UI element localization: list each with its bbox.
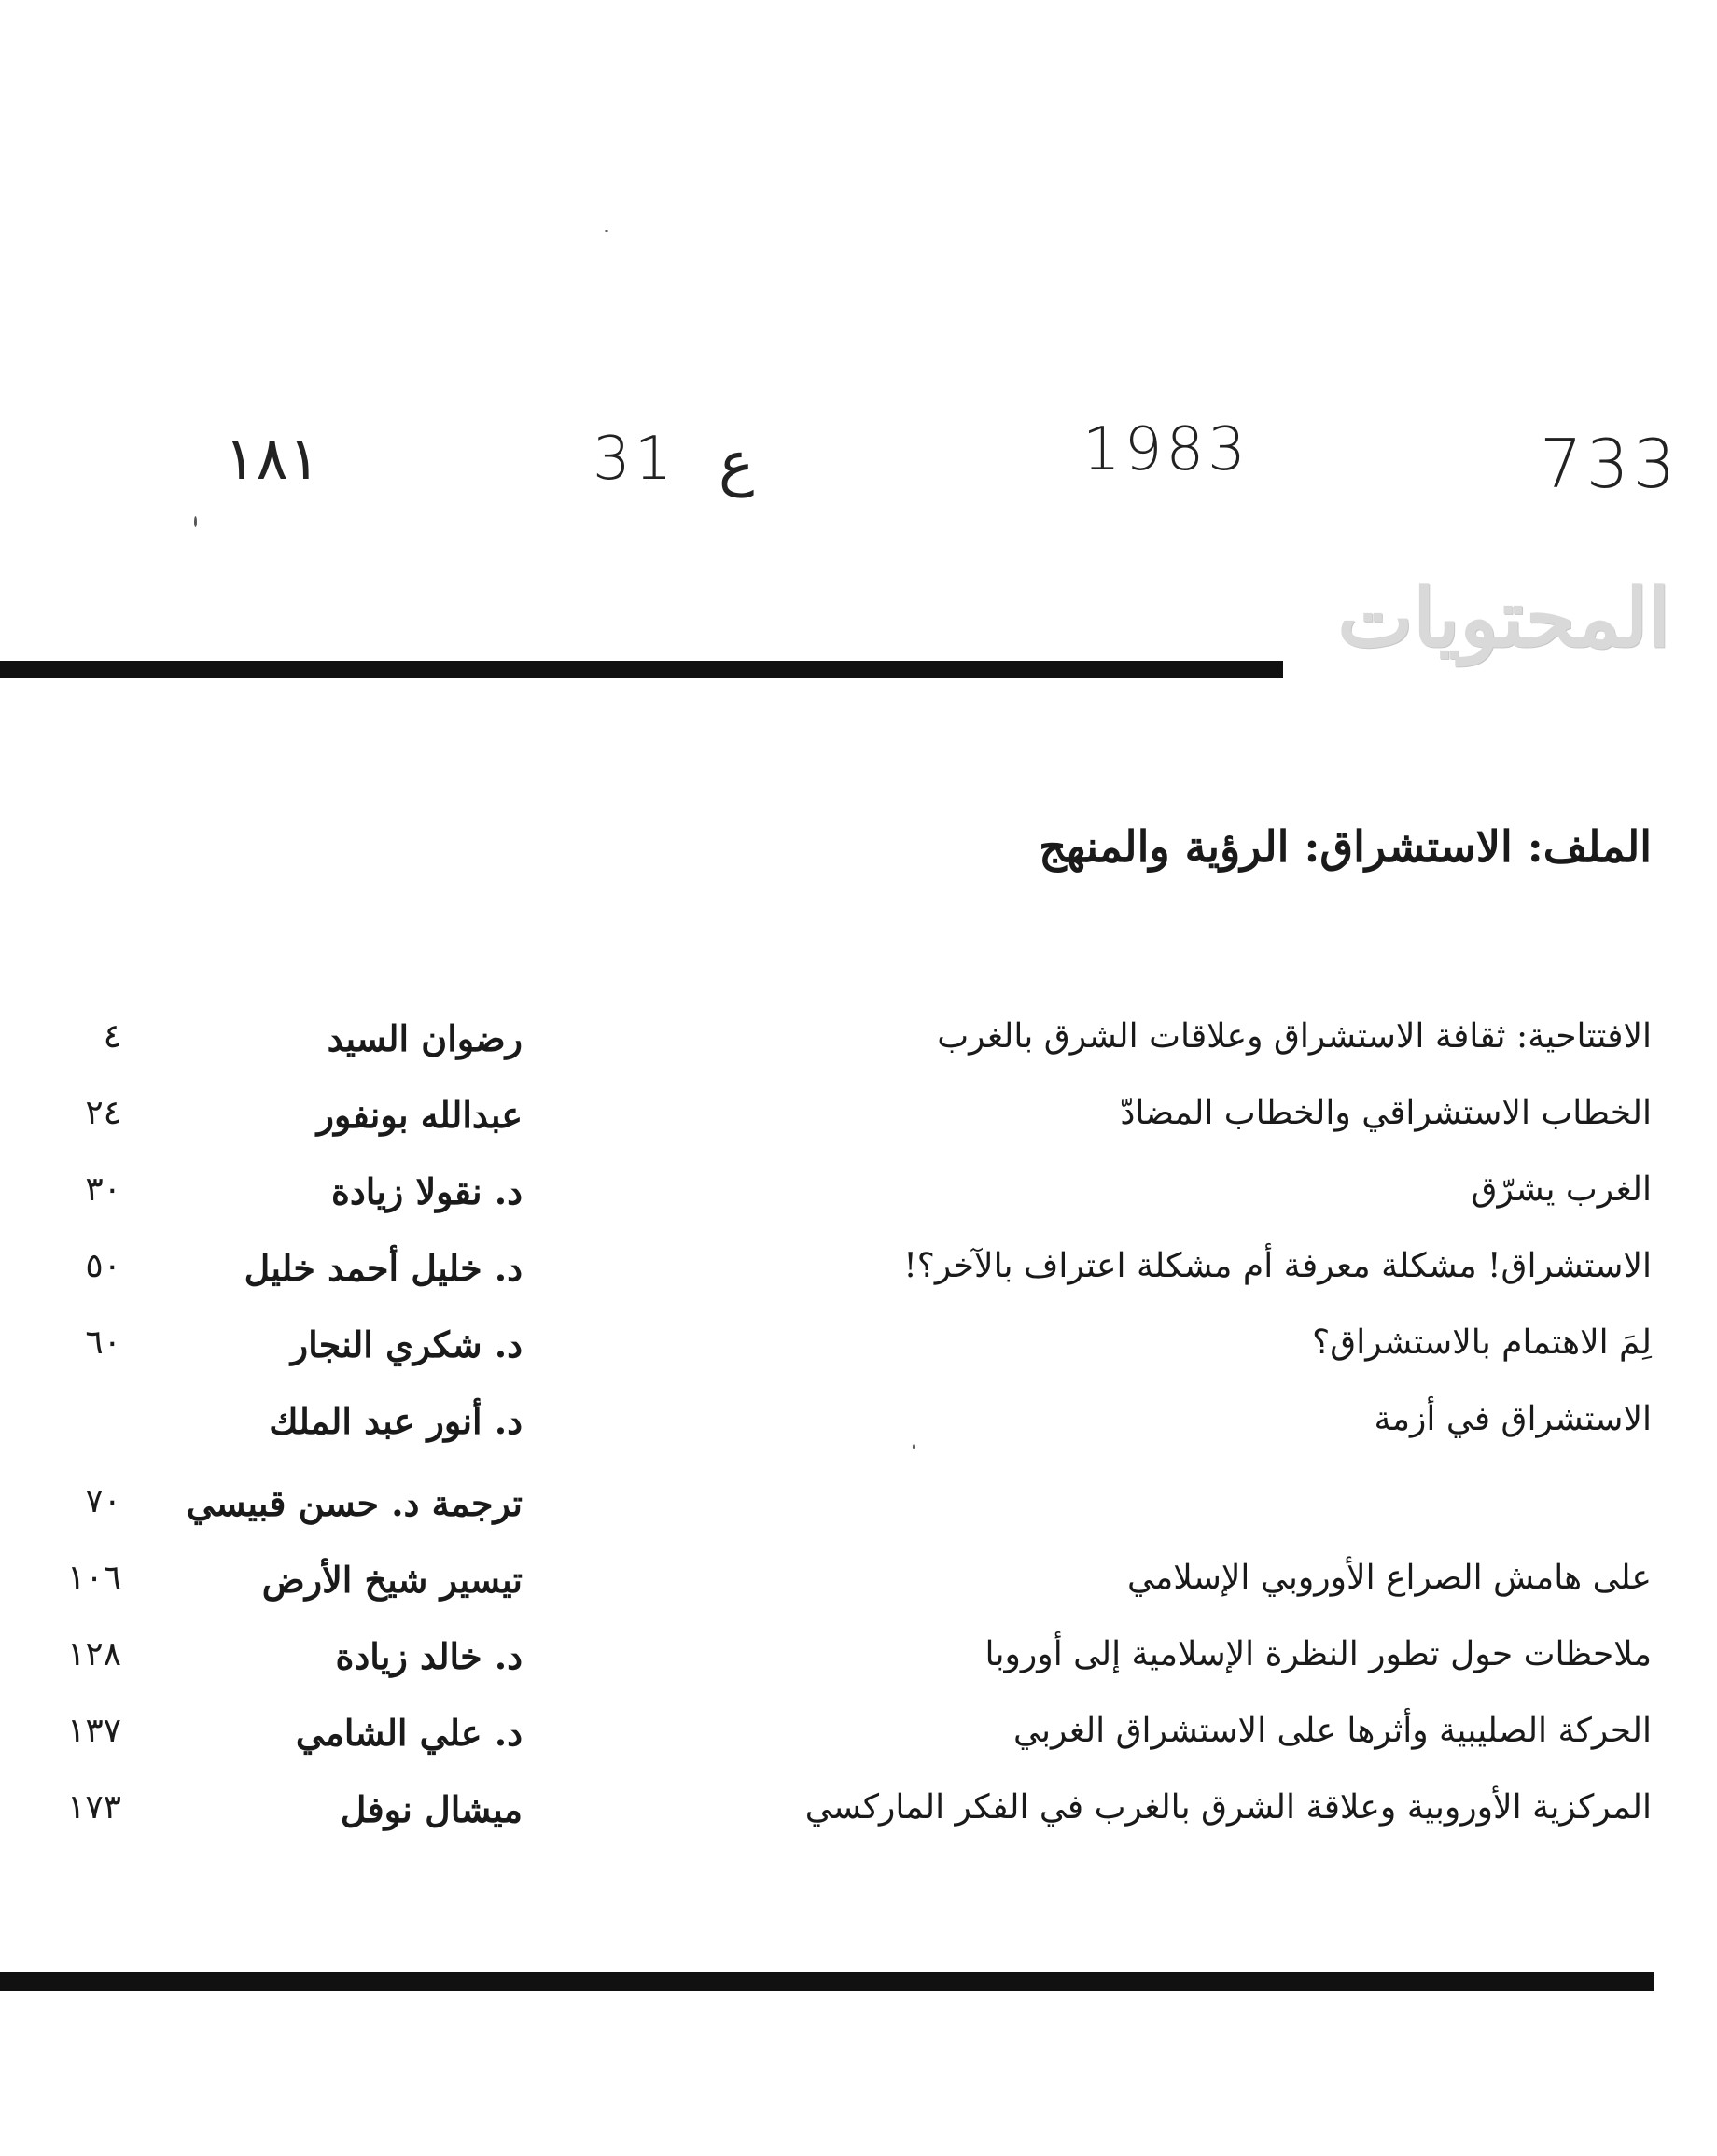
toc-entry [0,1482,1717,1557]
toc-entry-page: ١٢٨ [66,1635,121,1673]
toc-entry [0,1559,1717,1633]
toc-entry-page: ٦٠ [85,1323,121,1362]
toc-entry-title: المركزية الأوروبية وعلاقة الشرق بالغرب في الفكر الماركسي [804,1788,1652,1827]
toc-entry-author: د. شكري النجار [290,1323,523,1365]
top-divider [0,661,1283,678]
toc-entry [0,1788,1717,1863]
toc-entry [0,1017,1717,1092]
toc-entry-author: ترجمة د. حسن قبيسي [186,1482,523,1524]
bottom-divider [0,1972,1654,1991]
toc-entry-author: رضوان السيد [327,1017,523,1059]
toc-entry [0,1323,1717,1398]
handwritten-year: 1983 [1082,415,1249,484]
toc-entry-title: الافتتاحية: ثقافة الاستشراق وعلاقات الشرق بالغرب [937,1017,1652,1056]
toc-entry-title: الاستشراق في أزمة [1374,1400,1652,1438]
toc-entry-page: ٤ [103,1017,121,1056]
toc-entry [0,1635,1717,1710]
toc-entry [0,1094,1717,1169]
handwritten-number-3: ع [719,429,755,498]
toc-entry-author: عبدالله بونفور [316,1094,523,1136]
toc-entry [0,1400,1717,1475]
toc-entry-page: ١٧٣ [66,1788,121,1827]
toc-entry-author: تيسير شيخ الأرض [261,1559,523,1601]
toc-entry-page: ٧٠ [85,1482,121,1520]
toc-entry-author: د. خليل أحمد خليل [244,1247,523,1289]
toc-entry-page: ١٣٧ [66,1712,121,1750]
toc-entry-page: ٣٠ [85,1170,121,1209]
toc-entry-title: ملاحظات حول تطور النظرة الإسلامية إلى أوروبا [984,1635,1652,1673]
toc-entry [0,1247,1717,1322]
toc-entry-author: ميشال نوفل [340,1788,523,1830]
section-heading: الملف: الاستشراق: الرؤية والمنهج [1039,821,1652,872]
toc-entry-title: على هامش الصراع الأوروبي الإسلامي [1126,1559,1652,1597]
scan-speck [194,516,197,527]
handwritten-number-2: 31 [593,425,677,494]
toc-entry [0,1170,1717,1245]
toc-entry-title: لِمَ الاهتمام بالاستشراق؟ [1312,1323,1652,1362]
toc-entry-page: ٥٠ [85,1247,121,1285]
scan-speck [605,230,608,232]
page-title: المحتويات [1337,571,1670,665]
toc-entry-author: د. علي الشامي [295,1712,523,1754]
toc-entry-title: الحركة الصليبية وأثرها على الاستشراق الغربي [1012,1712,1652,1750]
toc-entry-author: د. أنور عبد الملك [269,1400,523,1442]
toc-entry-title: الاستشراق! مشكلة معرفة أم مشكلة اعتراف بالآخر؟! [903,1247,1652,1285]
toc-entry-title: الغرب يشرّق [1471,1170,1652,1209]
toc-entry-page: ١٠٦ [66,1559,121,1597]
toc-entry-page: ٢٤ [85,1094,121,1132]
toc-entry [0,1712,1717,1786]
toc-entry-author: د. خالد زيادة [335,1635,523,1677]
handwritten-issue-number: 733 [1540,425,1680,503]
handwritten-number-1: ١٨١ [224,425,321,494]
toc-entry-title: الخطاب الاستشراقي والخطاب المضادّ [1120,1094,1652,1132]
toc-entry-author: د. نقولا زيادة [330,1170,523,1212]
